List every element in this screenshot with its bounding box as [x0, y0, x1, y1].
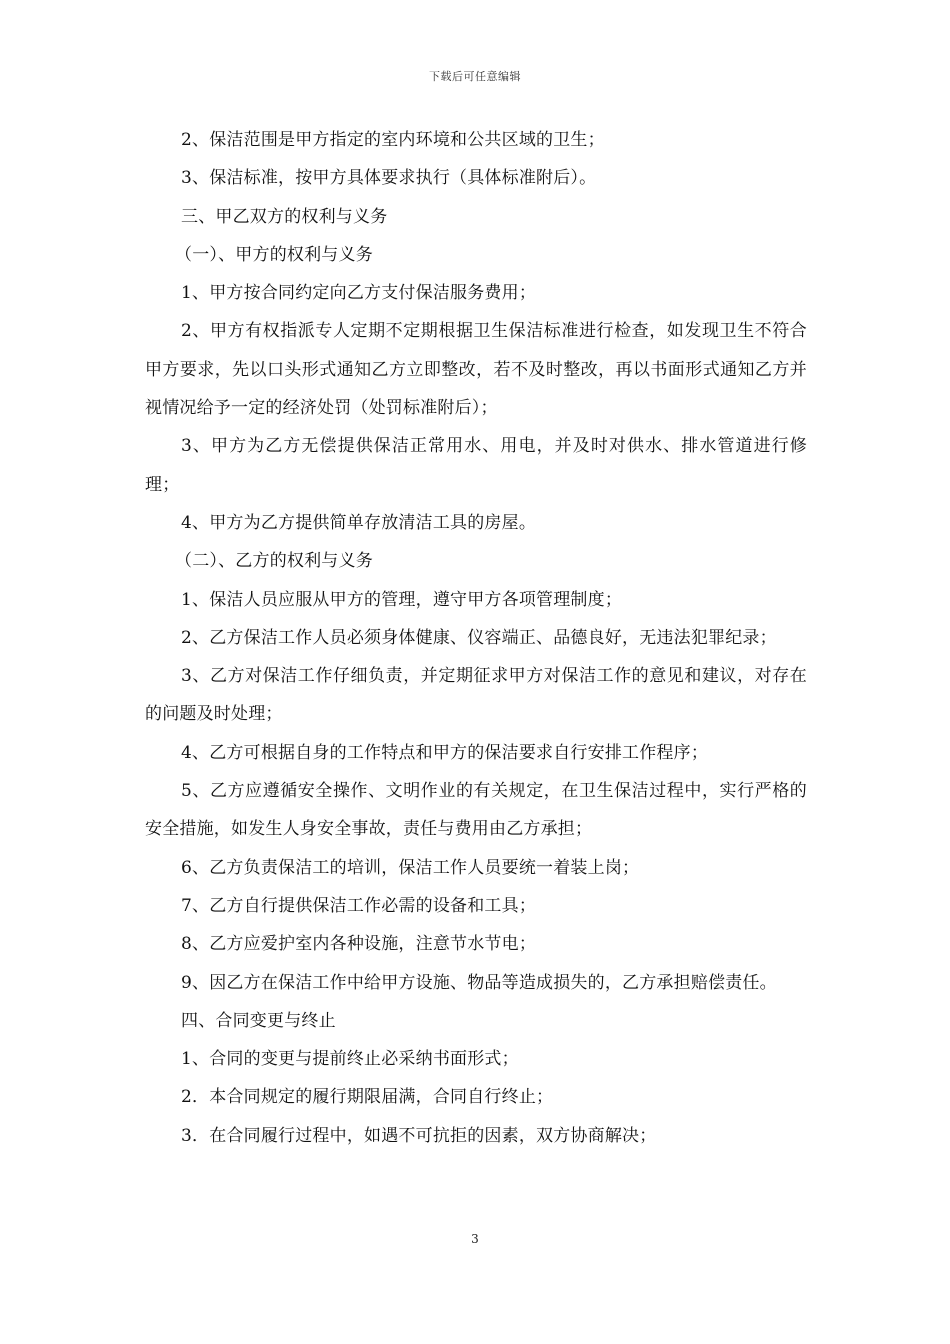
subsection-heading-party-b: （二）、乙方的权利与义务	[175, 551, 373, 572]
document-body	[145, 121, 807, 1155]
paragraph-standard: 3、保洁标准，按甲方具体要求执行（具体标准附后）。	[181, 168, 597, 189]
paragraph-party-b-6: 6、乙方负责保洁工的培训，保洁工作人员要统一着装上岗；	[181, 857, 640, 878]
paragraph-party-a-3: 3、甲方为乙方无偿提供保洁正常用水、用电，并及时对供水、排水管道进行修理；	[145, 436, 807, 495]
paragraph-party-b-7: 7、乙方自行提供保洁工作必需的设备和工具；	[181, 895, 537, 916]
page-number: 3	[471, 1232, 479, 1246]
section-heading-change-termination: 四、合同变更与终止	[181, 1010, 336, 1031]
paragraph-party-b-1: 1、保洁人员应服从甲方的管理，遵守甲方各项管理制度；	[181, 589, 623, 610]
paragraph-party-a-1: 1、甲方按合同约定向乙方支付保洁服务费用；	[181, 283, 537, 304]
paragraph-termination-2: 2．本合同规定的履行期限届满，合同自行终止；	[181, 1087, 554, 1108]
paragraph-party-b-2: 2、乙方保洁工作人员必须身体健康、仪容端正、品德良好，无违法犯罪纪录；	[181, 627, 777, 648]
paragraph-party-a-4: 4、甲方为乙方提供简单存放清洁工具的房屋。	[181, 512, 537, 533]
paragraph-party-b-3: 3、乙方对保洁工作仔细负责，并定期征求甲方对保洁工作的意见和建议，对存在的问题及时处理；	[145, 666, 807, 725]
paragraph-party-a-2: 2、甲方有权指派专人定期不定期根据卫生保洁标准进行检查，如发现卫生不符合甲方要求，先以口头形式通知乙方立即整改，若不及时整改，再以书面形式通知乙方并视情况给予一定的经济处罚（处罚标准附后）；	[145, 321, 807, 419]
paragraph-party-b-9: 9、因乙方在保洁工作中给甲方设施、物品等造成损失的，乙方承担赔偿责任。	[181, 972, 777, 993]
subsection-heading-party-a: （一）、甲方的权利与义务	[175, 244, 373, 265]
header-note: 下载后可任意编辑	[429, 70, 521, 83]
paragraph-party-b-4: 4、乙方可根据自身的工作特点和甲方的保洁要求自行安排工作程序；	[181, 742, 709, 763]
paragraph-party-b-5: 5、乙方应遵循安全操作、文明作业的有关规定，在卫生保洁过程中，实行严格的安全措施，如发生人身安全事故，责任与费用由乙方承担；	[145, 781, 807, 840]
paragraph-termination-1: 1、合同的变更与提前终止必采纳书面形式；	[181, 1049, 519, 1070]
section-heading-rights-obligations: 三、甲乙双方的权利与义务	[181, 206, 388, 227]
paragraph-termination-3: 3．在合同履行过程中，如遇不可抗拒的因素，双方协商解决；	[181, 1125, 657, 1146]
paragraph-party-b-8: 8、乙方应爱护室内各种设施，注意节水节电；	[181, 934, 537, 955]
paragraph-scope: 2、保洁范围是甲方指定的室内环境和公共区域的卫生；	[181, 130, 605, 150]
